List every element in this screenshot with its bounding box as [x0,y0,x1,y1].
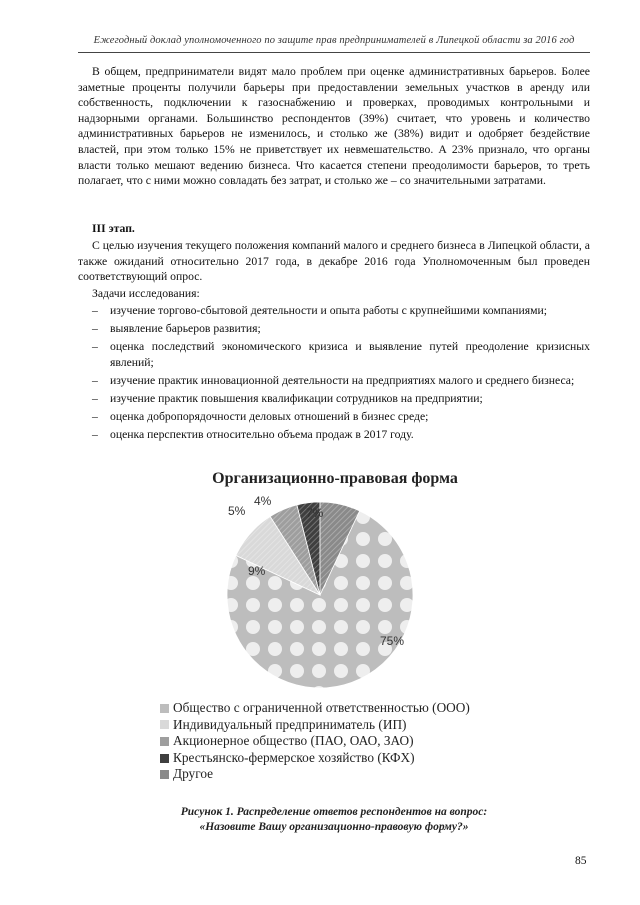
legend-swatch [160,720,169,729]
dash-bullet: – [92,340,98,354]
page-header: Ежегодный доклад уполномоченного по защите прав предпринимателей в Липецкой области за 2016 год [93,35,575,46]
paragraph-survey: С целью изучения текущего положения компаний малого и среднего бизнеса в Липецкой области, а также ожиданий относительно 2017 года, в декабре 2016 года Уполномоченным был проведен соответствующий опрос. [78,239,590,284]
legend-swatch [160,770,169,779]
legend-label: Другое [173,766,214,782]
legend-item [160,766,470,783]
legend-item [160,700,470,717]
legend-label: Крестьянско-фермерское хозяйство (КФХ) [173,749,415,765]
chart-title: Организационно-правовая форма [212,470,458,487]
task-text: оценка последствий экономического кризиса и выявление путей преодоление кризисных явлений; [110,340,590,369]
caption-line-1: Рисунок 1. Распределение ответов респондентов на вопрос: [180,806,488,818]
caption-line-2: «Назовите Вашу организационно-правовую форму?» [199,821,469,833]
stage-title: III этап. [92,222,135,235]
task-text: изучение торгово-сбытовой деятельности и опыта работы с крупнейшими компаниями; [110,304,547,317]
dash-bullet: – [92,373,98,387]
paragraph-admin-barriers: В общем, предприниматели видят мало проблем при оценке административных барьеров. Более заметные проценты получили барьеры при предоставлении земельных участков в аренду или собственность, подключении к газоснабжению и проверках, проводимых контрольными и надзорными органами. Большинство респондентов (39%) считает, что уровень и количество административных барьеров не изменилось, и столько же (38%) видит и одобряет бездействие властей, при этом только 15% не приветствует их невмешательство. А 23% признало, что органы власти только мешают ведению бизнеса. Что касается степени преодолимости барьеров, то треть полагает, что с ними можно совладать без затрат, и столько же – со значительными затратами. [78,65,590,188]
dash-bullet: – [92,428,98,442]
dash-bullet: – [92,322,98,336]
chart-legend [160,700,470,783]
figure-caption [78,805,590,835]
legend-swatch [160,704,169,713]
pie-data-label: 7% [306,506,324,520]
dash-bullet: – [92,392,98,406]
tasks-label: Задачи исследования: [92,287,200,300]
task-text: оценка добропорядочности деловых отношений в бизнес среде; [110,410,429,424]
legend-label: Акционерное общество (ПАО, ОАО, ЗАО) [173,733,414,749]
task-text: выявление барьеров развития; [110,322,261,336]
dash-bullet: – [92,304,98,317]
legend-swatch [160,737,169,746]
legend-swatch [160,754,169,763]
pie-data-label: 4% [254,494,272,508]
legend-item [160,717,470,734]
page-number: 85 [575,855,587,867]
task-text: изучение практик повышения квалификации сотрудников на предприятии; [110,392,483,406]
legend-label: Общество с ограниченной ответственностью (ООО) [173,700,470,715]
pie-data-label: 75% [380,634,405,648]
pie-data-label: 5% [228,504,246,518]
task-text: оценка перспектив относительно объема продаж в 2017 году. [110,428,414,442]
legend-label: Индивидуальный предприниматель (ИП) [173,716,407,732]
legend-item [160,750,470,767]
task-text: изучение практик инновационной деятельности на предприятиях малого и среднего бизнеса; [110,373,575,387]
dash-bullet: – [92,410,98,424]
pie-data-label: 9% [248,564,266,578]
legend-item [160,733,470,750]
